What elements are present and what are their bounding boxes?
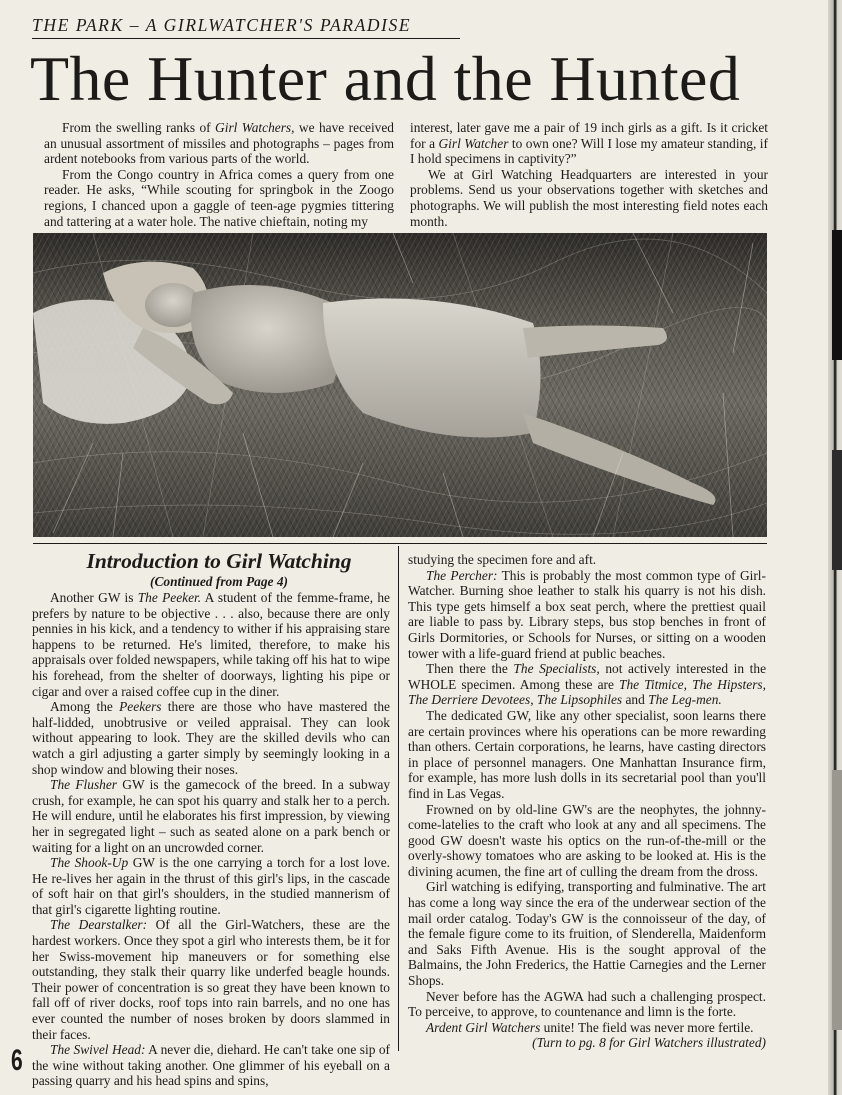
italic-term: The Shook-Up [50, 855, 129, 871]
italic-term: Ardent Girl Watchers [426, 1019, 541, 1035]
intro-paragraph: We at Girl Watching Headquarters are interested in your problems. Send us your observations together with sketches and photographs. We will publish the most interesting field notes each month. [410, 166, 768, 229]
italic-term: The Titmice, The Hipsters, The Derriere Devotees, The Lipsophiles [408, 676, 766, 708]
article-paragraph [408, 568, 766, 662]
text-run: there are those who have mastered the half-lidded, unobtrusive or veiled appraisal. They can look without appearing to look. They are the skilled devils who can watch a girl adjusting a garter simply by seemingly looking in a shop window and blowing their noses. [32, 699, 390, 777]
article-column-right [408, 552, 766, 1051]
article-column-left [32, 590, 390, 1089]
italic-term: The Percher: [426, 567, 498, 583]
article-paragraph [32, 699, 390, 777]
article-paragraph [408, 879, 766, 988]
section-kicker: THE PARK – A GIRLWATCHER'S PARADISE [32, 14, 460, 39]
italic-term: The Leg-men. [648, 692, 722, 708]
article-paragraph [408, 552, 766, 568]
text-run: The dedicated GW, like any other specialist, soon learns there are certain provinces where his operations can be more rewarding than others. Certain corporations, he learns, have casting directors in place of personnel managers. One Manhattan Insurance firm, for example, has more lush dolls in its secretarial pool than you'll find in Las Vegas. [408, 707, 766, 801]
text-run: Never before has the AGWA had such a challenging prospect. To perceive, to approve, to countenance and limn is the forte. [408, 988, 766, 1020]
edge-shadow [832, 230, 842, 360]
article-paragraph [32, 590, 390, 699]
italic-term: The Flusher [50, 777, 118, 793]
text-run: Among the [50, 699, 120, 715]
text-run: Girl watching is edifying, transporting and fulminative. The art has come a long way since the era of the underwear section of the mail order catalog. Today's GW is the connoisseur of the day, of the female figure come to its fruition, of Slenderella, Maidenform and Saks Fifth Avenue. His is the sought approval of the Balmains, the John Frederics, the Hattie Carnegies and the Lerner Shops. [408, 879, 766, 989]
page-number: 6 [11, 1044, 23, 1077]
edge-shadow [832, 450, 842, 570]
text-run: unite! The field was never more fertile. [540, 1019, 754, 1035]
turn-page-note: (Turn to pg. 8 for Girl Watchers illustrated) [532, 1035, 766, 1051]
section-divider [33, 543, 767, 544]
text-run: to own one? Will I lose my amateur standing, if I hold specimens in captivity?” [410, 135, 768, 167]
italic-term: Girl Watchers, [215, 120, 295, 135]
intro-paragraph [410, 120, 768, 167]
adjacent-page-edge [828, 0, 842, 1095]
column-divider [398, 546, 399, 1051]
intro-paragraph [44, 120, 394, 167]
text-run: studying the specimen fore and aft. [408, 552, 597, 567]
article-title: Introduction to Girl Watching [86, 549, 352, 573]
article-paragraph [408, 802, 766, 880]
article-paragraph [408, 661, 766, 708]
text-run: Then there the [426, 661, 514, 677]
italic-term: Peekers [119, 699, 162, 715]
italic-term: The Dearstalker: [50, 917, 148, 933]
italic-term: The Specialists, [513, 661, 600, 677]
article-paragraph [32, 777, 390, 855]
text-run: Of all the Girl-Watchers, these are the hardest workers. Once they spot a girl who interests them, be it for her Swiss-movement hip maneuvers or for something else outstanding, they stalk their quarry like underfed beagle hounds. Their power of concentration is so great they have been known to fall off of river docks, roof tops into rain barrels, and no one has ever counted the number of noses broken by doors slammed in their faces. [32, 917, 390, 1042]
text-run: interest, later gave me a pair of 19 inch girls as a gift. Is it cricket for a [410, 120, 768, 151]
intro-paragraph: From the Congo country in Africa comes a query from one reader. He asks, “While scouting for springbok in the Zoogo regions, I chanced upon a gaggle of teen-age pygmies tittering and tattering at a water hole. The native chieftain, noting my [44, 166, 394, 229]
text-run: not actively interested in the WHOLE specimen. Among these are [408, 661, 767, 692]
article-paragraph [32, 1042, 390, 1089]
text-run: and [622, 692, 649, 708]
text-run: Frowned on by old-line GW's are the neophytes, the johnny-come-latelies to the craft who look at any and all specimens. The good GW doesn't waste his optics on the run-of-the-mill or the overly-showy tomatoes who are asking to be looked at. His is the divining acumen, the fine art of culling the dream from the dross. [408, 801, 766, 879]
continued-note: (Continued from Page 4) [150, 574, 288, 589]
article-paragraph [408, 989, 766, 1020]
text-run: GW is the one carrying a torch for a lost love. He re-lives her again in the thrust of this girl's lips, in the cascade of soft hair on that girl's shoulders, in the studied mannerism of that girl's cigarette lighting routine. [32, 855, 391, 917]
text-run: GW is the gamecock of the breed. In a subway crush, for example, he can spot his quarry and stalk her to a perch. He will endure, until he elaborates his first impression, by viewing her in segregated light – such as seated alone on a park bench or waiting for a light on an uncrowded corner. [32, 777, 391, 855]
photograph-illustration [33, 233, 767, 537]
text-run: From the swelling ranks of [62, 120, 216, 135]
italic-term: The Swivel Head: [50, 1042, 146, 1058]
text-run: A never die, diehard. He can't take one sip of the wine without taking another. One glimmer of his eyeball on a passing quarry and his head spins and spins, [32, 1042, 391, 1089]
text-run: This is probably the most common type of Girl-Watcher. Burning shoe leather to stalk his quarry is not his dish. This type gets himself a box seat perch, where the prettiest quail are liable to pass by. Library steps, bus stop benches in front of Girls Dormitories, or Schools for Nurses, or sitting on a wooden tower with a life-guard friend at public beaches. [408, 567, 766, 661]
article-paragraph [408, 708, 766, 802]
edge-shadow [832, 770, 842, 1030]
article-paragraph [408, 1019, 766, 1051]
intro-column-right [410, 120, 768, 229]
text-run: A student of the femme-frame, he prefers by nature to be objective . . . also, because there are only pennies in his kick, and a tendency to wither if his appraising stare happens to be returned. He's limited, therefore, to make his appraisals over folded newspapers, while taking off his hat to wipe his forehead, from the shelter of doorways, lighting his pipe or cigar and over a raised coffee cup in the diner. [32, 590, 390, 699]
italic-term: The Peeker. [137, 590, 202, 605]
page-headline: The Hunter and the Hunted [30, 43, 741, 114]
intro-column-left [44, 120, 394, 229]
article-paragraph [32, 855, 390, 917]
article-paragraph [32, 917, 390, 1042]
photograph-woman-in-grass [33, 233, 767, 537]
text-run: Another GW is [50, 590, 138, 605]
italic-term: Girl Watcher [438, 135, 509, 151]
text-run: we have received an unusual assortment of missiles and photographs – pages from ardent notebooks from various parts of the world. [44, 120, 395, 167]
